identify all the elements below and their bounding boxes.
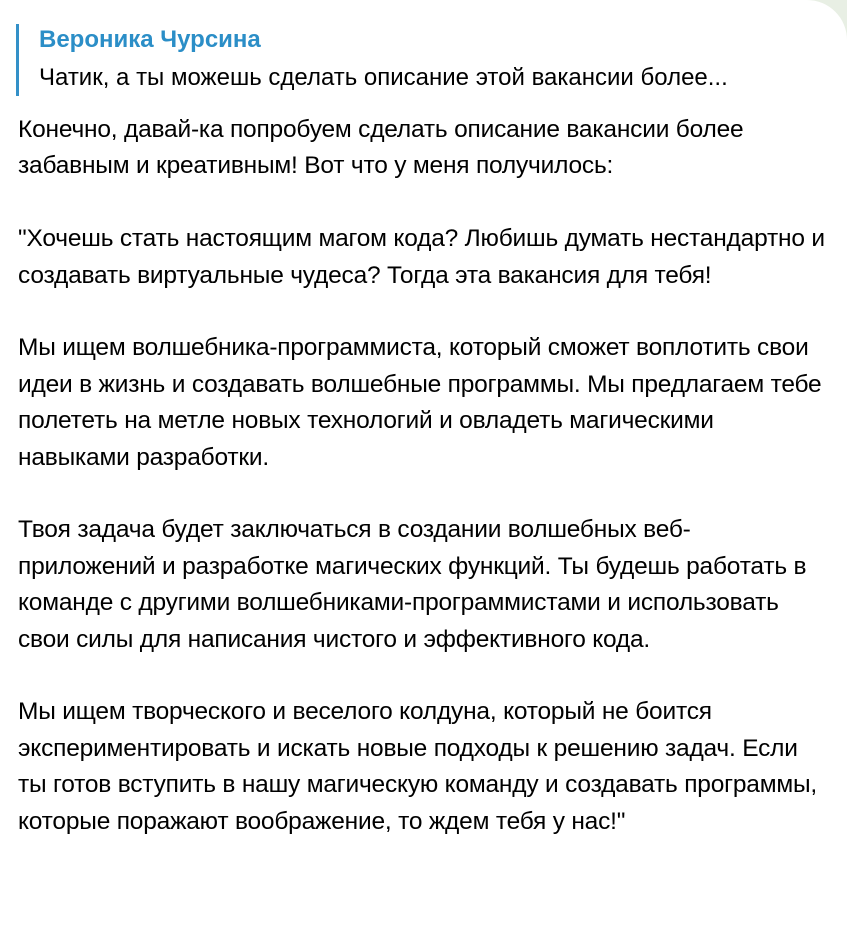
- message-paragraph: "Хочешь стать настоящим магом кода? Любишь думать нестандартно и создавать виртуальные чудеса? Тогда эта вакансия для тебя!: [18, 225, 825, 289]
- message-paragraph: Твоя задача будет заключаться в создании волшебных веб-приложений и разработке магических функций. Ты будешь работать в команде с другими волшебниками-программистами и использовать свои силы для написания чистого и эффективного кода.: [18, 516, 807, 653]
- reply-text: Чатик, а ты можешь сделать описание этой вакансии более...: [39, 64, 728, 91]
- message-paragraph: Мы ищем творческого и веселого колдуна, который не боится экспериментировать и искать новые подходы к решению задач. Если ты готов вступить в нашу магическую команду и создавать программы, которые поражают воображение, то ждем тебя у нас!": [18, 698, 818, 835]
- message-text: [18, 112, 828, 840]
- message-paragraph: Конечно, давай-ка попробуем сделать описание вакансии более забавным и креативным! Вот что у меня получилось:: [18, 116, 744, 180]
- message-paragraph: Мы ищем волшебника-программиста, который сможет воплотить свои идеи в жизнь и создавать волшебные программы. Мы предлагаем тебе полететь на метле новых технологий и овладеть магическими навыками разработки.: [18, 334, 822, 471]
- reply-quote[interactable]: [16, 24, 828, 96]
- reply-author: Вероника Чурсина: [39, 26, 261, 53]
